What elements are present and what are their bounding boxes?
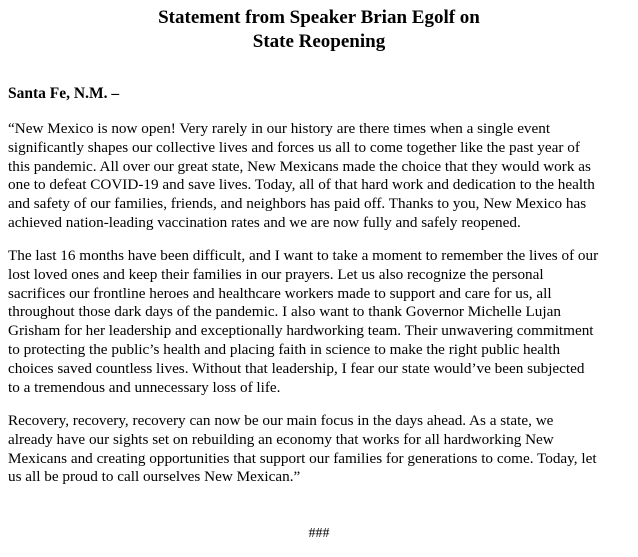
paragraph-line: this pandemic. All over our great state, New Mexicans made the choice that they would work as (8, 157, 591, 175)
paragraph-line: Mexicans and creating opportunities that support our families for generations to come. Today, let (8, 449, 597, 467)
paragraph-line: lost loved ones and keep their families in our prayers. Let us also recognize the personal (8, 265, 544, 283)
paragraph-line: and safety of our families, friends, and neighbors has paid off. Thanks to you, New Mexico has (8, 195, 587, 213)
paragraph-line: The last 16 months have been difficult, and I want to take a moment to remember the lives of our (8, 247, 599, 264)
paragraph-2 (8, 247, 634, 397)
paragraph-line: “New Mexico is now open! Very rarely in our history are there times when a single event (8, 120, 551, 137)
paragraph-line: us all be proud to call ourselves New Mexican.” (8, 468, 301, 486)
paragraph-line: throughout those dark days of the pandemic. I also want to thank Governor Michelle Lujan (8, 303, 561, 321)
end-mark: ### (308, 526, 330, 541)
paragraph-line: one to defeat COVID-19 and save lives. Today, all of that hard work and dedication to the health (8, 176, 595, 194)
title-line-1: Statement from Speaker Brian Egolf on (158, 7, 480, 28)
title-line-2: State Reopening (252, 31, 386, 52)
paragraph-line: Grisham for her leadership and exceptionally hardworking team. Their unwavering commitment (8, 322, 594, 340)
paragraph-line: to a tremendous and unnecessary loss of life. (8, 378, 281, 396)
paragraph-line: sacrifices our frontline heroes and healthcare workers made to support and care for us, all (8, 284, 552, 302)
dateline: Santa Fe, N.M. – (8, 85, 120, 102)
paragraph-line: choices saved countless lives. Without that leadership, I fear our state would’ve been subjected (8, 359, 585, 377)
document-title (0, 6, 638, 54)
paragraph-line: already have our sights set on rebuilding an economy that works for all hardworking New (8, 430, 554, 448)
paragraph-line: significantly shapes our collective lives and forces us all to come together like the past year of (8, 138, 580, 156)
paragraph-line: Recovery, recovery, recovery can now be our main focus in the days ahead. As a state, we (8, 412, 554, 429)
paragraph-1 (8, 120, 634, 233)
paragraph-line: to protecting the public’s health and placing faith in science to make the right public health (8, 340, 561, 358)
paragraph-line: achieved nation-leading vaccination rates and we are now fully and safely reopened. (8, 213, 521, 231)
paragraph-3 (8, 412, 634, 487)
